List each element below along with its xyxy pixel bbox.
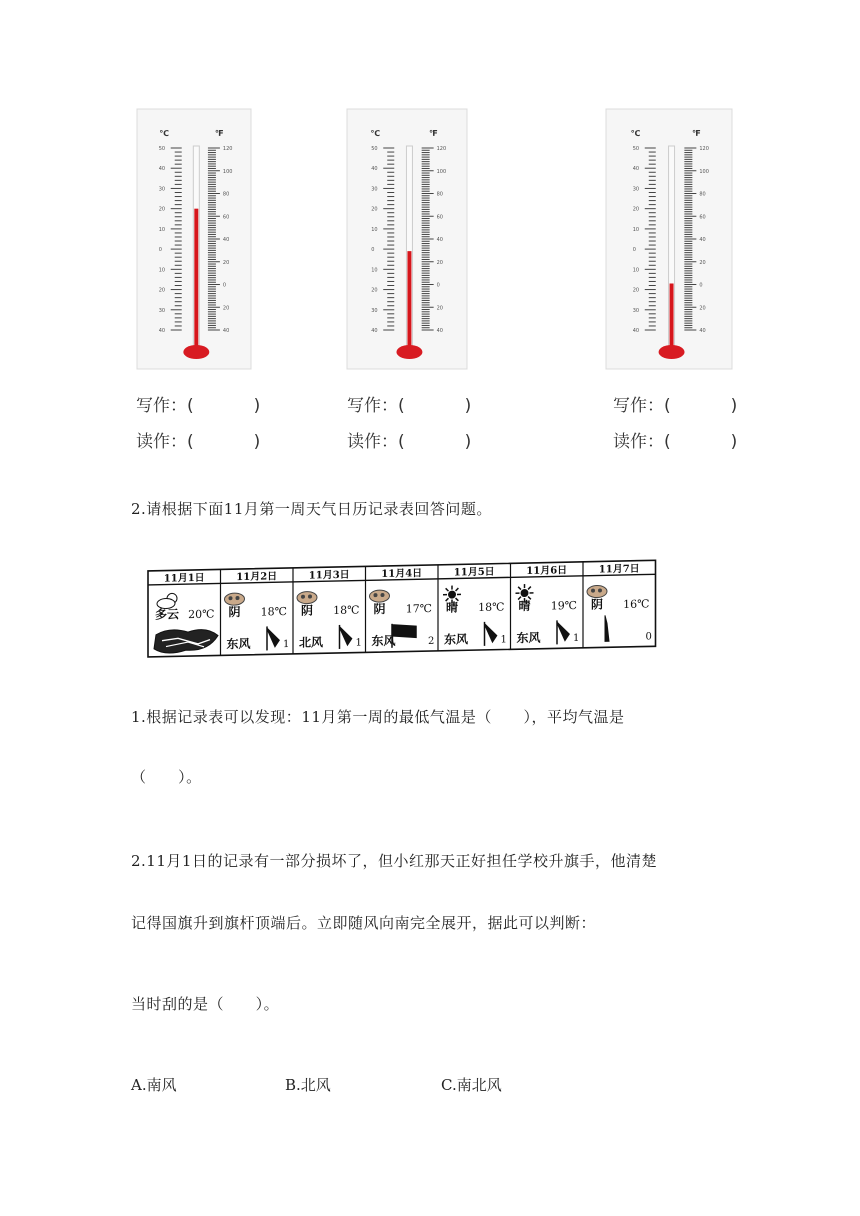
fahrenheit-tick-label: 100 <box>436 168 447 175</box>
sub-question-1-line-1: 1.根据记录表可以发现：11月第一周的最低气温是（ ），平均气温是 <box>131 708 625 726</box>
cloud-icon <box>297 591 317 603</box>
celsius-tick-label: 20 <box>158 206 166 213</box>
write-close-2: ) <box>464 396 472 416</box>
thermometer-2 <box>346 108 468 370</box>
wind-level: 0 <box>645 631 652 643</box>
write-close-1: ) <box>253 396 261 416</box>
wind-direction: 东风 <box>516 630 541 646</box>
fahrenheit-tick-label: 20 <box>222 305 230 312</box>
thermometer-2-svg <box>346 108 468 370</box>
read-blank-1 <box>136 427 260 452</box>
wind-direction: 东风 <box>371 633 396 649</box>
read-blank-3 <box>613 427 737 452</box>
fahrenheit-tick-label: 120 <box>222 146 233 152</box>
celsius-tick-label: 40 <box>632 328 640 334</box>
celsius-tick-label: 40 <box>158 328 166 334</box>
fahrenheit-tick-label: 40 <box>222 237 230 243</box>
celsius-tick-label: 50 <box>632 146 640 152</box>
fahrenheit-unit-label: ℉ <box>214 129 224 138</box>
mercury-bulb <box>183 345 209 359</box>
weather-word: 阴 <box>373 601 386 617</box>
fahrenheit-tick-label: 20 <box>436 305 444 312</box>
celsius-tick-label: 0 <box>158 247 162 254</box>
fahrenheit-tick-label: 80 <box>436 191 444 198</box>
wind-level: 1 <box>283 638 290 651</box>
weather-word: 晴 <box>446 600 459 615</box>
wind-direction: 北风 <box>299 635 324 650</box>
fahrenheit-tick-label: 20 <box>222 259 230 266</box>
temperature-value: 18℃ <box>260 605 287 619</box>
thermometer-3-svg <box>605 108 733 370</box>
write-label-3: 写作：( <box>613 396 671 416</box>
read-close-2: ) <box>464 432 472 452</box>
wind-level: 1 <box>500 634 507 646</box>
mercury-column <box>407 251 411 348</box>
thermometer-1 <box>136 108 252 370</box>
write-blank-1 <box>136 391 260 416</box>
fahrenheit-tick-label: 40 <box>436 328 444 334</box>
write-blank-2 <box>347 391 471 416</box>
celsius-tick-label: 30 <box>632 307 640 314</box>
celsius-tick-label: 40 <box>371 328 378 334</box>
temperature-value: 16℃ <box>623 597 650 611</box>
fahrenheit-tick-label: 20 <box>699 259 706 266</box>
weather-word: 阴 <box>591 597 604 612</box>
fahrenheit-tick-label: 0 <box>436 282 440 289</box>
fahrenheit-tick-label: 20 <box>436 259 444 266</box>
fahrenheit-tick-label: 60 <box>436 214 444 221</box>
celsius-tick-label: 30 <box>158 307 166 314</box>
celsius-tick-label: 40 <box>158 166 166 173</box>
weather-calendar-table <box>145 557 660 661</box>
fahrenheit-unit-label: ℉ <box>692 129 701 138</box>
fahrenheit-tick-label: 0 <box>699 282 703 289</box>
mercury-bulb <box>396 345 422 359</box>
celsius-tick-label: 50 <box>371 146 378 152</box>
fahrenheit-tick-label: 80 <box>699 191 706 198</box>
temperature-value: 18℃ <box>478 600 505 615</box>
weather-word: 多云 <box>155 607 180 622</box>
celsius-tick-label: 0 <box>371 247 375 254</box>
fahrenheit-tick-label: 120 <box>436 146 447 152</box>
celsius-tick-label: 20 <box>371 206 378 213</box>
date-cell: 11月6日 <box>526 565 568 578</box>
celsius-tick-label: 10 <box>632 267 640 274</box>
fahrenheit-tick-label: 40 <box>436 237 444 243</box>
celsius-tick-label: 40 <box>632 166 640 173</box>
fahrenheit-tick-label: 100 <box>222 168 233 175</box>
celsius-tick-label: 30 <box>371 307 378 314</box>
option-c[interactable]: C.南北风 <box>441 1076 502 1094</box>
celsius-unit-label: ℃ <box>370 129 381 138</box>
celsius-tick-label: 10 <box>158 267 166 274</box>
date-cell: 11月3日 <box>308 569 350 582</box>
write-close-3: ) <box>730 396 738 416</box>
date-cell: 11月5日 <box>453 566 495 579</box>
cloud-icon <box>587 585 607 597</box>
celsius-tick-label: 20 <box>158 287 166 294</box>
celsius-tick-label: 10 <box>158 226 166 233</box>
read-blank-2 <box>347 427 471 452</box>
celsius-tick-label: 10 <box>632 226 640 233</box>
celsius-unit-label: ℃ <box>159 129 169 138</box>
celsius-tick-label: 20 <box>632 206 640 213</box>
fahrenheit-tick-label: 120 <box>699 146 709 152</box>
date-cell: 11月1日 <box>163 572 205 585</box>
cloud-icon <box>370 590 390 602</box>
read-close-1: ) <box>253 432 261 452</box>
weather-word: 阴 <box>301 603 314 618</box>
sub-question-2-line-1: 2.11月1日的记录有一部分损坏了，但小红那天正好担任学校升旗手，他清楚 <box>131 852 657 870</box>
fahrenheit-tick-label: 20 <box>699 305 706 312</box>
read-close-3: ) <box>730 432 738 452</box>
mercury-bulb <box>659 345 685 359</box>
celsius-tick-label: 20 <box>632 287 640 294</box>
date-cell: 11月7日 <box>598 563 640 576</box>
celsius-tick-label: 20 <box>371 287 378 294</box>
wind-level: 1 <box>355 637 362 649</box>
fahrenheit-tick-label: 40 <box>222 328 230 334</box>
wind-direction: 东风 <box>226 636 251 652</box>
write-label-2: 写作：( <box>347 396 405 416</box>
temperature-value: 17℃ <box>405 601 432 616</box>
fahrenheit-tick-label: 40 <box>699 328 706 334</box>
fahrenheit-tick-label: 80 <box>222 191 230 198</box>
thermometer-1-svg <box>136 108 252 370</box>
fahrenheit-tick-label: 60 <box>699 214 706 221</box>
celsius-tick-label: 30 <box>632 186 640 193</box>
sub-question-2-line-2: 记得国旗升到旗杆顶端后。立即随风向南完全展开，据此可以判断： <box>131 914 597 932</box>
date-cell: 11月2日 <box>236 571 278 584</box>
wind-direction: 东风 <box>444 632 469 647</box>
thermometer-3 <box>605 108 733 370</box>
mercury-column <box>194 209 198 348</box>
fahrenheit-tick-label: 60 <box>222 214 230 221</box>
read-label-2: 读作：( <box>347 432 405 452</box>
temperature-value: 18℃ <box>333 603 360 618</box>
wind-level: 1 <box>573 632 580 645</box>
sub-question-2-line-3: 当时刮的是（ ）。 <box>131 995 280 1013</box>
write-blank-3 <box>613 391 737 416</box>
write-label-1: 写作：( <box>136 396 194 416</box>
celsius-tick-label: 10 <box>371 267 378 274</box>
celsius-tick-label: 30 <box>371 186 378 193</box>
wind-level: 2 <box>428 635 435 648</box>
date-cell: 11月4日 <box>381 568 423 581</box>
fahrenheit-tick-label: 40 <box>699 237 706 243</box>
fahrenheit-tick-label: 100 <box>699 168 709 175</box>
cloud-icon <box>225 593 245 605</box>
option-b[interactable]: B.北风 <box>285 1076 331 1094</box>
read-label-1: 读作：( <box>136 432 194 452</box>
celsius-tick-label: 40 <box>371 166 378 173</box>
weather-word: 晴 <box>518 598 531 614</box>
question-2-title: 2.请根据下面11月第一周天气日历记录表回答问题。 <box>131 500 492 518</box>
mercury-column <box>670 283 674 348</box>
weather-word: 阴 <box>228 605 241 620</box>
celsius-tick-label: 0 <box>632 247 636 254</box>
temperature-value: 19℃ <box>550 598 577 613</box>
celsius-tick-label: 50 <box>158 146 166 152</box>
celsius-unit-label: ℃ <box>630 129 641 138</box>
celsius-tick-label: 10 <box>371 226 378 233</box>
sub-question-1-line-2: （ ）。 <box>131 768 202 786</box>
fahrenheit-tick-label: 0 <box>222 282 227 289</box>
temperature-value: 20℃ <box>188 607 215 622</box>
read-label-3: 读作：( <box>613 432 671 452</box>
celsius-tick-label: 30 <box>158 186 166 193</box>
fahrenheit-unit-label: ℉ <box>428 129 438 138</box>
option-a[interactable]: A.南风 <box>131 1076 177 1094</box>
